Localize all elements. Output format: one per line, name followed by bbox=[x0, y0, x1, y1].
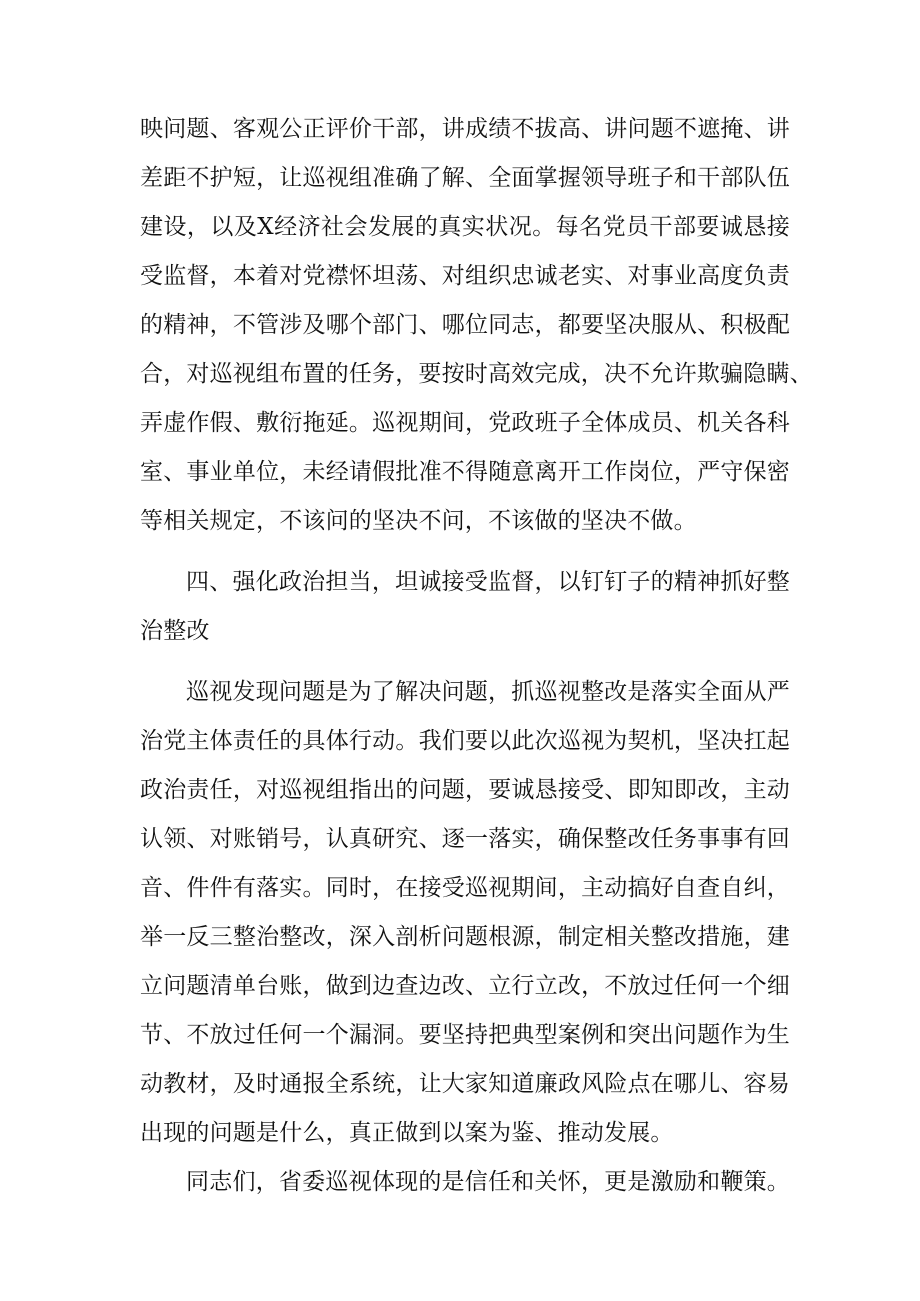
paragraph-line: 认领、对账销号，认真研究、逐一落实，确保整改任务事事有回 bbox=[140, 826, 790, 852]
paragraph-line: 节、不放过任何一个漏洞。要坚持把典型案例和突出问题作为生 bbox=[140, 1022, 790, 1048]
paragraph-line: 建设，以及X经济社会发展的真实状况。每名党员干部要诚恳接 bbox=[140, 214, 790, 240]
paragraph-line: 弄虚作假、敷衍拖延。巡视期间，党政班子全体成员、机关各科 bbox=[140, 410, 790, 436]
paragraph-line: 出现的问题是什么，真正做到以案为鉴、推动发展。 bbox=[140, 1120, 674, 1146]
paragraph-line: 音、件件有落实。同时，在接受巡视期间，主动搞好自查自纠， bbox=[140, 875, 790, 901]
paragraph-line: 治党主体责任的具体行动。我们要以此次巡视为契机，坚决扛起 bbox=[140, 728, 790, 754]
paragraph-line: 等相关规定，不该问的坚决不问，不该做的坚决不做。 bbox=[140, 508, 697, 534]
paragraph-line: 受监督，本着对党襟怀坦荡、对组织忠诚老实、对事业高度负责 bbox=[140, 263, 790, 289]
paragraph-line: 的精神，不管涉及哪个部门、哪位同志，都要坚决服从、积极配 bbox=[140, 312, 790, 338]
paragraph-line: 差距不护短，让巡视组准确了解、全面掌握领导班子和干部队伍 bbox=[140, 165, 790, 191]
paragraph-line: 举一反三整治整改，深入剖析问题根源，制定相关整改措施，建 bbox=[140, 924, 790, 950]
paragraph-line: 动教材，及时通报全系统，让大家知道廉政风险点在哪儿、容易 bbox=[140, 1071, 790, 1097]
paragraph-line: 同志们，省委巡视体现的是信任和关怀，更是激励和鞭策。 bbox=[186, 1169, 790, 1195]
paragraph-line: 合，对巡视组布置的任务，要按时高效完成，决不允许欺骗隐瞒、 bbox=[140, 361, 813, 387]
section-heading-line: 四、强化政治担当，坦诚接受监督，以钉钉子的精神抓好整 bbox=[186, 569, 790, 595]
paragraph-line: 室、事业单位，未经请假批准不得随意离开工作岗位，严守保密 bbox=[140, 459, 790, 485]
paragraph-line: 巡视发现问题是为了解决问题，抓巡视整改是落实全面从严 bbox=[186, 679, 790, 705]
paragraph-line: 立问题清单台账，做到边查边改、立行立改，不放过任何一个细 bbox=[140, 973, 790, 999]
paragraph-line: 政治责任，对巡视组指出的问题，要诚恳接受、即知即改，主动 bbox=[140, 777, 790, 803]
section-heading-line: 治整改 bbox=[140, 618, 210, 644]
paragraph-line: 映问题、客观公正评价干部，讲成绩不拔高、讲问题不遮掩、讲 bbox=[140, 116, 790, 142]
